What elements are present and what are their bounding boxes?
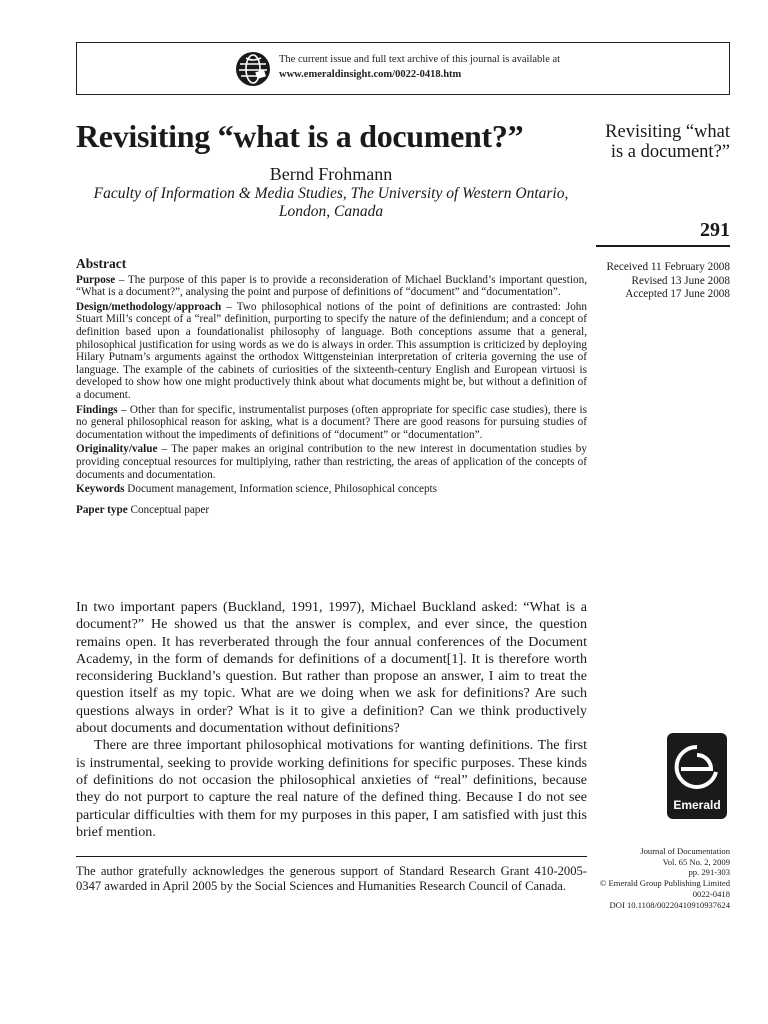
abstract-findings	[76, 404, 587, 442]
abstract-originality	[76, 443, 587, 481]
revised-date: Revised 13 June 2008	[631, 274, 730, 287]
abstract-section	[76, 258, 587, 516]
author-name: Bernd Frohmann	[269, 164, 393, 184]
abstract-paper-type	[76, 504, 587, 517]
accepted-date: Accepted 17 June 2008	[625, 288, 730, 300]
banner-line: The current issue and full text archive of this journal is available at	[279, 54, 561, 65]
body-paragraph: In two important papers (Buckland, 1991, 1997), Michael Buckland asked: “What is a document?” He showed us that the answer is complex, and ever since, the question remains open. It has reverberated through the four annual conferences of the Document Academy, in the form of demands for definitions of a document[1]. It is therefore worth reconsidering Buckland’s question. But rather than propose an answer, I aim to treat the question itself as my topic. What are we doing when we ask for definitions? Are such questions always in order? What is it to give a definition? Can we think productively about documents and documentation without definitions?	[76, 599, 587, 737]
running-head-line: Revisiting “what	[605, 122, 730, 142]
banner-text	[279, 52, 560, 82]
findings-text: – Other than for specific, instrumentalist purposes (often appropriate for specific case studies), there is no general philosophical reason for asking, what is a document? There are good reasons for pursuing studies of documentation without the impediments of definitions of “document” or “documentation”.	[76, 403, 587, 441]
paper-type-text: Conceptual paper	[127, 503, 210, 516]
design-text: – Two philosophical notions of the point of definitions are contrasted: John Stuart Mill’s concept of a “real” definition, purporting to specify the nature of the definiendum; and a concept of definition based upon a foundationalist philosophy of language. Both conceptions assume that a general, philosophical justification for using words as we do is always in order. This assumption is criticized by deploying Hilary Putnam’s arguments against the orthodox Wittgensteinian interpretation of criteria governing the use of language. The example of the cabinets of curiosities of the sixteenth-century English and European virtuosi is developed to show how one might productively think about what documents might be, but without a definition of a document.	[76, 300, 587, 401]
journal-issn: 0022-0418	[692, 888, 730, 899]
emerald-logo-word: Emerald	[673, 798, 721, 812]
journal-copyright: © Emerald Group Publishing Limited	[599, 878, 730, 889]
body-paragraph: There are three important philosophical motivations for wanting definitions. The first is instrumental, seeking to provide working definitions for specific purposes. These kinds of definitions do not occasion the philosophical anxieties of “real” definitions, because they do not purport to capture the real nature of the defined thing. Because I do not see particular difficulties with them for my purposes in this paper, I am satisfied with just this brief mention.	[76, 737, 587, 840]
acknowledgement-footnote: The author gratefully acknowledges the generous support of Standard Research Grant 410-2005-0347 awarded in April 2005 by the Social Sciences and Humanities Research Council of Canada.	[76, 864, 587, 894]
running-head-line: is a document?”	[610, 142, 730, 162]
received-date: Received 11 February 2008	[606, 261, 730, 273]
journal-url-link[interactable]: www.emeraldinsight.com/0022-0418.htm	[279, 69, 462, 80]
author-affiliation	[76, 185, 586, 221]
affiliation-line: Faculty of Information & Media Studies, The University of Western Ontario,	[93, 185, 569, 202]
divider	[596, 245, 730, 247]
emerald-e-logo-icon	[667, 737, 727, 799]
findings-label: Findings	[76, 403, 118, 416]
journal-name: Journal of Documentation	[640, 846, 730, 856]
globe-icon	[235, 51, 271, 87]
article-dates	[606, 261, 730, 302]
paper-type-label: Paper type	[76, 503, 128, 516]
keywords-label: Keywords	[76, 483, 125, 496]
journal-availability-banner	[76, 42, 730, 95]
purpose-text: – The purpose of this paper is to provide a reconsideration of Michael Buckland’s important question, “What is a document?”, analysing the point and purpose of definitions of “document” and “documentation”.	[76, 273, 587, 299]
keywords-text: Document management, Information science, Philosophical concepts	[124, 483, 438, 496]
article-title: Revisiting “what is a document?”	[76, 118, 524, 154]
abstract-heading: Abstract	[76, 256, 127, 271]
abstract-design	[76, 301, 587, 402]
emerald-logo	[667, 733, 727, 819]
journal-pages: pp. 291-303	[688, 867, 730, 878]
page-number: 291	[700, 219, 730, 241]
running-head	[560, 122, 730, 162]
originality-text: – The paper makes an original contribution to the new interest in documentation studies by providing conceptual resources for multiplying, rather than restricting, the areas of application of the concepts of documents and documentation.	[76, 443, 587, 481]
abstract-purpose	[76, 274, 587, 299]
originality-label: Originality/value	[76, 443, 158, 456]
journal-doi: DOI 10.1108/00220410910937624	[609, 899, 730, 910]
abstract-keywords	[76, 483, 587, 496]
affiliation-line: London, Canada	[278, 203, 384, 220]
design-label: Design/methodology/approach	[76, 300, 222, 313]
footnote-divider	[76, 856, 587, 857]
journal-info	[600, 846, 730, 910]
body-text	[76, 599, 587, 841]
journal-volume: Vol. 65 No. 2, 2009	[662, 856, 730, 867]
purpose-label: Purpose	[76, 273, 116, 286]
